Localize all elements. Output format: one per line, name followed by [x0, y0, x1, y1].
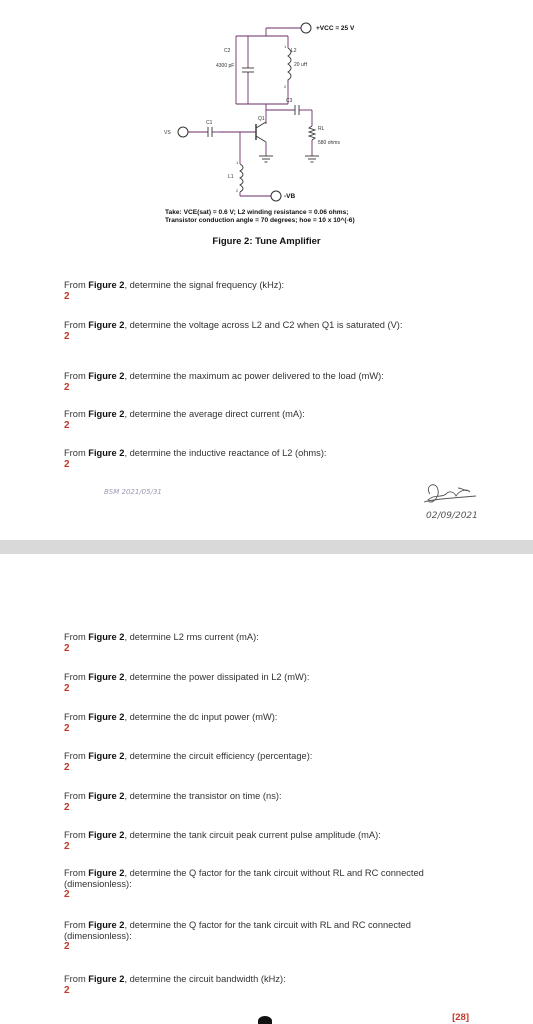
question-9: From Figure 2, determine the circuit efficiency (percentage): 2 — [64, 751, 474, 774]
question-8: From Figure 2, determine the dc input power (mW): 2 — [64, 712, 474, 735]
figure-caption: Figure 2: Tune Amplifier — [212, 236, 321, 247]
vcc-terminal — [301, 23, 311, 33]
answer-value: 2 — [64, 984, 70, 996]
c1-label: C1 — [206, 120, 213, 126]
l1-label: L1 — [228, 174, 234, 180]
figure-notes: Take: VCE(sat) = 0.6 V; L2 winding resistance = 0.06 ohms; Transistor conduction angle = 70 degrees; hoe = 10 x 10^(-6) — [165, 209, 355, 224]
answer-value: 2 — [64, 761, 70, 773]
question-6: From Figure 2, determine L2 rms current (mA): 2 — [64, 632, 474, 655]
rl-value-label: 580 ohms — [318, 140, 340, 146]
question-10: From Figure 2, determine the transistor on time (ns): 2 — [64, 791, 474, 814]
vb-label: -VB — [284, 193, 296, 200]
page-2 — [0, 554, 533, 1024]
answer-value: 2 — [64, 642, 70, 654]
l2-label: L2 — [291, 48, 297, 54]
l2-pin2-label: 2 — [284, 84, 287, 89]
question-1: From Figure 2, determine the signal frequency (kHz): 2 — [64, 280, 474, 303]
tuned-amplifier-schematic — [150, 14, 390, 206]
answer-value: 2 — [64, 290, 70, 302]
question-2: From Figure 2, determine the voltage across L2 and C2 when Q1 is saturated (V): 2 — [64, 320, 474, 343]
vb-terminal — [271, 191, 281, 201]
question-4: From Figure 2, determine the average direct current (mA): 2 — [64, 409, 474, 432]
answer-value: 2 — [64, 889, 70, 900]
c3-label: C3 — [286, 98, 293, 104]
question-12: From Figure 2, determine the Q factor for the tank circuit without RL and RC connected (dimensionless): 2 — [64, 868, 474, 901]
partial-graphic — [258, 1016, 272, 1024]
vs-label: VS — [164, 130, 171, 136]
answer-value: 2 — [64, 682, 70, 694]
answer-value: 2 — [64, 722, 70, 734]
reviewer-initials: BSM 2021/05/31 — [104, 488, 162, 496]
total-marks: [28] — [452, 1012, 469, 1023]
answer-value: 2 — [64, 330, 70, 342]
l2-pin1-label: 1 — [284, 44, 287, 49]
q1-label: Q1 — [258, 116, 265, 122]
answer-value: 2 — [64, 801, 70, 813]
answer-value: 2 — [64, 941, 70, 952]
l1-pin2-label: 2 — [236, 188, 239, 193]
answer-value: 2 — [64, 381, 70, 393]
signature — [408, 474, 513, 526]
question-11: From Figure 2, determine the tank circuit peak current pulse amplitude (mA): 2 — [64, 830, 474, 853]
answer-value: 2 — [64, 419, 70, 431]
rl-label: RL — [318, 126, 325, 132]
vs-terminal — [178, 127, 188, 137]
c2-value-label: 4300 pF — [216, 63, 235, 69]
vcc-label: +VCC = 25 V — [316, 25, 355, 32]
question-3: From Figure 2, determine the maximum ac power delivered to the load (mW): 2 — [64, 371, 474, 394]
signature-date: 02/09/2021 — [426, 511, 478, 521]
question-5: From Figure 2, determine the inductive reactance of L2 (ohms): 2 — [64, 448, 474, 471]
l1-pin1-label: 1 — [236, 160, 239, 165]
question-14: From Figure 2, determine the circuit bandwidth (kHz): 2 — [64, 974, 474, 997]
l2-value-label: 20 uH — [294, 62, 308, 68]
answer-value: 2 — [64, 458, 70, 470]
question-13: From Figure 2, determine the Q factor for the tank circuit with RL and RC connected (dimensionless): 2 — [64, 920, 474, 953]
answer-value: 2 — [64, 840, 70, 852]
c2-label: C2 — [224, 48, 231, 54]
page-separator — [0, 540, 533, 554]
question-7: From Figure 2, determine the power dissipated in L2 (mW): 2 — [64, 672, 474, 695]
